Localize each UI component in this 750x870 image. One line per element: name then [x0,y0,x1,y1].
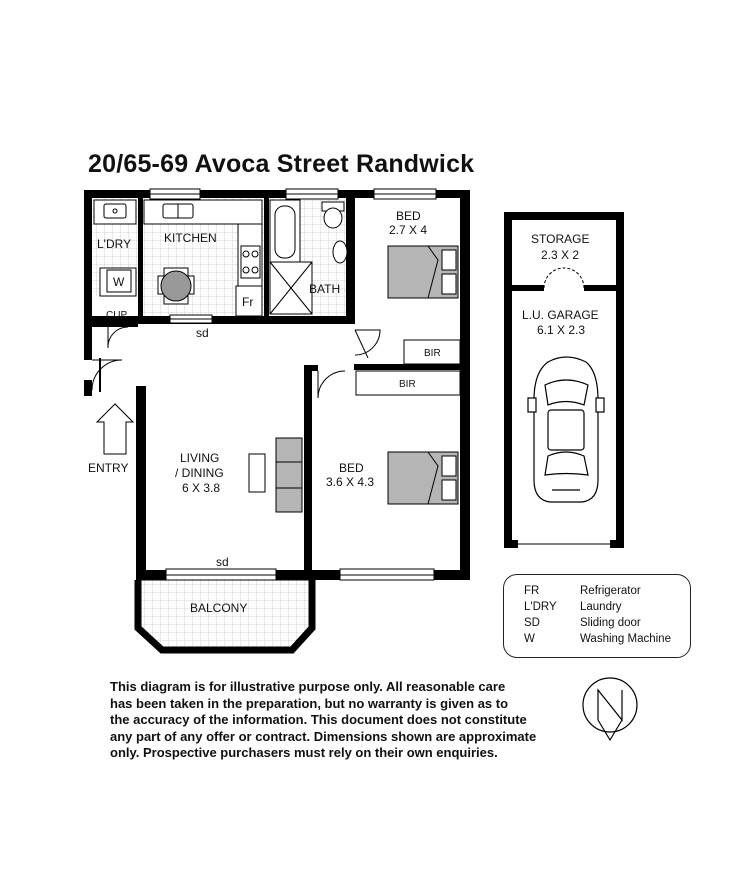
fridge-label: Fr [242,295,254,309]
legend-abbr: SD [524,617,540,629]
cupboard-label: CUP [106,310,128,321]
disclaimer-line: any part of any offer or contract. Dimensions shown are approximate [110,728,537,744]
entry-arrow-icon [97,404,133,454]
legend-meaning: Laundry [580,601,622,613]
living-furniture [249,438,302,512]
legend-row [524,633,671,645]
living-size: 6 X 3.8 [182,481,221,495]
laundry-label: L'DRY [97,237,132,251]
disclaimer-line: This diagram is for illustrative purpose only. All reasonable care [110,679,506,694]
storage-door [544,268,584,288]
bed-2-furniture [388,452,458,504]
living-label: LIVING [180,451,220,465]
bed-1-furniture [388,246,458,298]
legend-abbr: W [524,633,535,645]
washer-label: W [113,275,125,289]
legend-abbr: FR [524,585,540,597]
garage-label: L.U. GARAGE [522,308,599,322]
legend-row [524,585,641,597]
legend-box [503,574,691,658]
legend-meaning: Refrigerator [580,585,641,597]
dining-label: / DINING [175,466,224,480]
disclaimer-line: has been taken in the preparation, but no warranty is given as to [110,695,509,711]
bed-2-label: BED [339,461,364,475]
north-compass-icon [583,678,637,740]
entry-label: ENTRY [88,461,129,475]
bath-label: BATH [309,282,341,296]
disclaimer-text [110,679,550,762]
plan-title: 20/65-69 Avoca Street Randwick [88,150,475,178]
bir-1-label: BIR [424,348,441,359]
sd-top-label: sd [196,326,209,340]
car-icon [528,357,604,502]
garage-size: 6.1 X 2.3 [537,323,586,337]
disclaimer-line: only. Prospective purchasers must rely on their own enquiries. [110,745,498,761]
legend-row [524,617,641,629]
bed-1-label: BED [396,209,421,223]
storage-label: STORAGE [531,232,590,246]
legend-abbr: L'DRY [524,601,557,613]
disclaimer-line: the accuracy of the information. This document does not constitute [110,712,527,728]
kitchen-label: KITCHEN [164,231,217,245]
storage-size: 2.3 X 2 [541,248,580,262]
bed-2-size: 3.6 X 4.3 [326,475,375,489]
legend-meaning: Sliding door [580,617,641,629]
bed-1-size: 2.7 X 4 [389,223,428,237]
balcony-label: BALCONY [190,601,248,615]
balcony [138,580,312,650]
sd-bottom-label: sd [216,555,229,569]
legend-row [524,601,622,613]
legend-meaning: Washing Machine [580,633,671,645]
bir-2-label: BIR [399,379,416,390]
